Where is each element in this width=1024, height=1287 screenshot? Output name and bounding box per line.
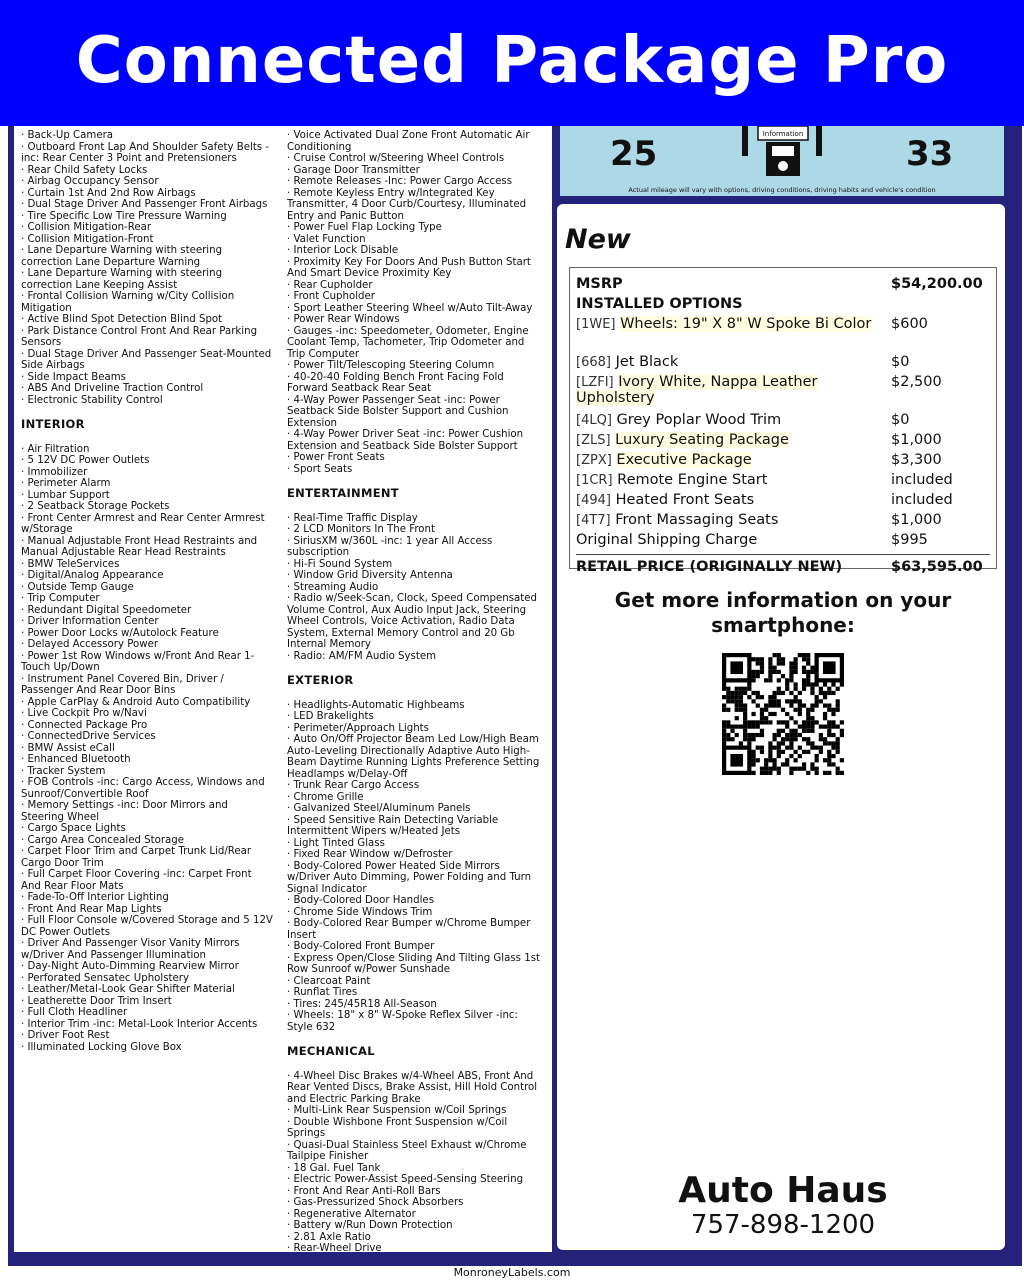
feature-item: · Chrome Side Windows Trim <box>287 906 433 918</box>
mpg-city: 25 <box>610 134 658 174</box>
feature-item: · Leather/Metal-Look Gear Shifter Material <box>21 984 235 995</box>
price-box <box>569 267 997 575</box>
feature-item: · Electronic Stability Control <box>21 394 163 406</box>
feature-item: · Sport Leather Steering Wheel w/Auto Tilt-Away <box>287 302 533 314</box>
feature-item: · Leatherette Door Trim Insert <box>21 995 172 1007</box>
feature-item: · 4-Way Power Driver Seat -inc: Power Cushion Extension and Seatback Side Bolster Support <box>287 429 524 452</box>
option-row <box>576 432 990 452</box>
feature-item: · Day-Night Auto-Dimming Rearview Mirror <box>21 961 239 972</box>
option-price: included <box>891 492 953 508</box>
feature-item: · Instrument Panel Covered Bin, Driver / Passenger And Rear Door Bins <box>21 673 224 696</box>
feature-item: · LED Brakelights <box>287 711 374 722</box>
feature-item: · Body-Colored Front Bumper <box>287 941 435 952</box>
interior-header: INTERIOR <box>21 417 85 431</box>
feature-item: · Trip Computer <box>21 593 100 604</box>
feature-item: · Dual Stage Driver And Passenger Seat-Mounted Side Airbags <box>21 348 272 371</box>
feature-item: · Remote Keyless Entry w/Integrated Key Transmitter, 4 Door Curb/Courtesy, Illuminated Entry and Panic Button <box>287 187 527 222</box>
banner-title: Connected Package Pro <box>75 24 949 98</box>
exterior-header: EXTERIOR <box>287 673 354 687</box>
feature-item: · Cruise Control w/Steering Wheel Controls <box>287 153 505 164</box>
feature-item: · Cargo Space Lights <box>21 823 126 834</box>
feature-item: · Front And Rear Anti-Roll Bars <box>287 1185 441 1197</box>
feature-item: · Power Tilt/Telescoping Steering Column <box>287 360 495 371</box>
feature-item: · Perimeter Alarm <box>21 478 111 489</box>
banner <box>0 0 1024 126</box>
feature-item: · Power 1st Row Windows w/Front And Rear 1-Touch Up/Down <box>21 650 255 673</box>
feature-item: · 5 12V DC Power Outlets <box>21 455 150 466</box>
feature-item: · Cargo Area Concealed Storage <box>21 834 185 846</box>
feature-item: · Frontal Collision Warning w/City Collision Mitigation <box>21 291 235 314</box>
feature-item: · Air Filtration <box>21 443 90 455</box>
feature-item: · Fixed Rear Window w/Defroster <box>287 849 453 860</box>
feature-item: · Express Open/Close Sliding And Tilting Glass 1st Row Sunroof w/Power Sunshade <box>287 952 541 975</box>
option-name: Front Massaging Seats <box>615 512 779 528</box>
feature-item: · 2 Seatback Storage Pockets <box>21 501 170 512</box>
pump-label: Information <box>762 130 804 138</box>
feature-item: · Light Tinted Glass <box>287 837 385 849</box>
feature-item: · Fade-To-Off Interior Lighting <box>21 892 169 903</box>
mechanical-header: MECHANICAL <box>287 1044 375 1058</box>
shipping-row <box>576 532 990 552</box>
option-price: $3,300 <box>891 452 942 468</box>
feature-item: · Driver Foot Rest <box>21 1030 110 1041</box>
feature-item: · Driver And Passenger Visor Vanity Mirrors w/Driver And Passenger Illumination <box>21 938 240 961</box>
feature-item: · 4-Way Power Passenger Seat -inc: Power Seatback Side Bolster Support and Cushion Extension <box>287 394 509 429</box>
option-code: [494] <box>576 493 611 508</box>
installed-options-label: INSTALLED OPTIONS <box>576 296 743 312</box>
feature-item: · Power Fuel Flap Locking Type <box>287 222 442 233</box>
feature-item: · Clearcoat Paint <box>287 975 371 987</box>
option-name: Luxury Seating Package <box>615 432 789 448</box>
feature-item: · SiriusXM w/360L -inc: 1 year All Access subscription <box>287 535 493 558</box>
feature-item: · Active Blind Spot Detection Blind Spot <box>21 314 223 325</box>
pricing-panel <box>557 204 1005 1250</box>
option-code: [4LQ] <box>576 413 612 428</box>
feature-item: · Lumbar Support <box>21 489 110 501</box>
feature-item: · Valet Function <box>287 233 366 245</box>
retail-value: $63,595.00 <box>891 559 983 575</box>
feature-item: · Double Wishbone Front Suspension w/Coil Springs <box>287 1116 508 1139</box>
feature-item: · Trunk Rear Cargo Access <box>287 780 420 791</box>
option-code: [668] <box>576 355 611 370</box>
feature-item: · Full Carpet Floor Covering -inc: Carpet Front And Rear Floor Mats <box>21 869 252 892</box>
feature-item: · Carpet Floor Trim and Carpet Trunk Lid/Rear Cargo Door Trim <box>21 846 252 869</box>
feature-item: · Lane Departure Warning with steering correction Lane Keeping Assist <box>21 268 223 291</box>
option-row <box>576 452 990 472</box>
feature-item: · Remote Releases -Inc: Power Cargo Access <box>287 176 512 187</box>
entertainment-list <box>287 513 545 663</box>
feature-item: · Headlights-Automatic Highbeams <box>287 699 465 711</box>
feature-item: · Multi-Link Rear Suspension w/Coil Springs <box>287 1105 507 1116</box>
mechanical-list <box>287 1071 545 1255</box>
feature-item: · Radio: AM/FM Audio System <box>287 650 437 662</box>
features-column-1 <box>21 130 273 1053</box>
get-info-heading: Get more information on your smartphone: <box>614 588 952 637</box>
feature-item: · FOB Controls -inc: Cargo Access, Windows and Sunroof/Convertible Roof <box>21 777 265 800</box>
feature-item: · Front And Rear Map Lights <box>21 903 162 915</box>
feature-item: · Gas-Pressurized Shock Absorbers <box>287 1197 464 1208</box>
mpg-highway: 33 <box>906 134 954 174</box>
feature-item: · Sport Seats <box>287 463 353 475</box>
option-code: [LZFI] <box>576 375 614 390</box>
feature-item: · Regenerative Alternator <box>287 1208 416 1220</box>
option-code: [ZLS] <box>576 433 611 448</box>
feature-item: · Electric Power-Assist Speed-Sensing Steering <box>287 1174 524 1185</box>
option-price: $0 <box>891 354 910 370</box>
feature-item: · Interior Lock Disable <box>287 245 399 256</box>
feature-item: · Auto On/Off Projector Beam Led Low/High Beam Auto-Leveling Directionally Adaptive Auto High-Beam Daytime Running Lights Preference Setting Headlamps w/Delay-Off <box>287 734 540 780</box>
feature-item: · Collision Mitigation-Front <box>21 233 154 245</box>
retail-label: RETAIL PRICE (ORIGINALLY NEW) <box>576 559 843 575</box>
feature-item: · Memory Settings -inc: Door Mirrors and Steering Wheel <box>21 800 228 823</box>
feature-item: · Full Floor Console w/Covered Storage and 5 12V DC Power Outlets <box>21 915 273 938</box>
option-row <box>576 492 990 512</box>
feature-item: · BMW TeleServices <box>21 558 120 570</box>
feature-item: · Tracker System <box>21 765 106 777</box>
feature-item: · Lane Departure Warning with steering correction Lane Departure Warning <box>21 245 223 268</box>
shipping-value: $995 <box>891 532 928 548</box>
feature-item: · Rear-Wheel Drive <box>287 1243 382 1254</box>
option-row <box>576 354 990 374</box>
interior-list <box>21 444 273 1054</box>
option-row <box>576 472 990 492</box>
feature-item: · Outside Temp Gauge <box>21 581 134 593</box>
msrp-value: $54,200.00 <box>891 276 983 292</box>
dealer-phone: 757-898-1200 <box>690 1210 876 1240</box>
feature-item: · 40-20-40 Folding Bench Front Facing Fold Forward Seatback Rear Seat <box>287 371 504 394</box>
comfort-list <box>287 130 545 475</box>
fuel-pump-icon <box>736 126 828 178</box>
feature-item: · Perimeter/Approach Lights <box>287 722 429 734</box>
feature-item: · Interior Trim -inc: Metal-Look Interior Accents <box>21 1018 258 1030</box>
entertainment-header: ENTERTAINMENT <box>287 486 399 500</box>
feature-item: · Rear Cupholder <box>287 279 373 291</box>
feature-item: · 4-Wheel Disc Brakes w/4-Wheel ABS, Front And Rear Vented Discs, Brake Assist, Hill Hold Control and Electric Parking Brake <box>287 1070 538 1105</box>
safety-list <box>21 130 273 406</box>
option-code: [ZPX] <box>576 453 612 468</box>
option-name: Grey Poplar Wood Trim <box>616 412 782 428</box>
retail-row <box>576 559 990 579</box>
feature-item: · Rear Child Safety Locks <box>21 164 148 176</box>
feature-item: · Gauges -inc: Speedometer, Odometer, Engine Coolant Temp, Tachometer, Trip Odometer and Trip Computer <box>287 325 529 360</box>
feature-item: · Quasi-Dual Stainless Steel Exhaust w/Chrome Tailpipe Finisher <box>287 1139 527 1162</box>
feature-item: · Enhanced Bluetooth <box>21 754 131 765</box>
feature-item: · Connected Package Pro <box>21 719 148 731</box>
feature-item: · Chrome Grille <box>287 791 364 803</box>
option-name: Remote Engine Start <box>617 472 768 488</box>
feature-item: · Power Door Locks w/Autolock Feature <box>21 627 219 639</box>
feature-item: · Delayed Accessory Power <box>21 639 159 650</box>
option-price: $1,000 <box>891 512 942 528</box>
feature-item: · Airbag Occupancy Sensor <box>21 176 159 187</box>
qr-code-icon[interactable] <box>722 653 844 775</box>
feature-item: · Garage Door Transmitter <box>287 164 420 176</box>
feature-item: · Battery w/Run Down Protection <box>287 1220 453 1231</box>
option-row <box>576 374 990 412</box>
shipping-label: Original Shipping Charge <box>576 532 758 548</box>
feature-item: · Immobilizer <box>21 466 88 478</box>
feature-item: · 18 Gal. Fuel Tank <box>287 1162 381 1174</box>
feature-item: · Window Grid Diversity Antenna <box>287 570 453 581</box>
feature-item: · Park Distance Control Front And Rear Parking Sensors <box>21 325 258 348</box>
options-list <box>576 316 990 532</box>
dealer-name: Auto Haus <box>678 1170 888 1211</box>
option-name: Ivory White, Nappa Leather Upholstery <box>576 374 818 406</box>
feature-item: · 2.81 Axle Ratio <box>287 1231 371 1243</box>
feature-item: · Streaming Audio <box>287 581 379 593</box>
feature-item: · Runflat Tires <box>287 987 358 998</box>
option-row <box>576 316 990 354</box>
feature-item: · Manual Adjustable Front Head Restraints and Manual Adjustable Rear Head Restraints <box>21 535 258 558</box>
feature-item: · Redundant Digital Speedometer <box>21 604 192 616</box>
feature-item: · Dual Stage Driver And Passenger Front Airbags <box>21 199 268 210</box>
option-code: [4T7] <box>576 513 611 528</box>
feature-item: · Digital/Analog Appearance <box>21 570 164 581</box>
option-name: Executive Package <box>616 452 752 468</box>
feature-item: · 2 LCD Monitors In The Front <box>287 524 435 535</box>
feature-item: · Driver Information Center <box>21 616 159 627</box>
feature-item: · Front Cupholder <box>287 291 375 302</box>
option-price: $2,500 <box>891 374 942 390</box>
feature-item: · Real-Time Traffic Display <box>287 512 418 524</box>
feature-item: · Body-Colored Power Heated Side Mirrors w/Driver Auto Dimming, Power Folding and Turn Signal Indicator <box>287 860 532 895</box>
feature-item: · Wheels: 18" x 8" W-Spoke Reflex Silver -inc: Style 632 <box>287 1010 518 1033</box>
feature-item: · ConnectedDrive Services <box>21 731 156 742</box>
option-name: Jet Black <box>615 354 679 370</box>
feature-item: · Full Cloth Headliner <box>21 1007 128 1018</box>
feature-item: · BMW Assist eCall <box>21 742 115 754</box>
feature-item: · Speed Sensitive Rain Detecting Variable Intermittent Wipers w/Heated Jets <box>287 814 499 837</box>
feature-item: · Curtain 1st And 2nd Row Airbags <box>21 187 196 199</box>
feature-item: · Voice Activated Dual Zone Front Automatic Air Conditioning <box>287 130 530 153</box>
feature-item: · Galvanized Steel/Aluminum Panels <box>287 803 471 814</box>
msrp-row <box>576 276 990 296</box>
option-code: [1CR] <box>576 473 613 488</box>
feature-item: · Power Front Seats <box>287 452 385 463</box>
feature-item: · Apple CarPlay & Android Auto Compatibility <box>21 696 251 708</box>
option-price: $0 <box>891 412 910 428</box>
feature-item: · Side Impact Beams <box>21 371 126 383</box>
features-column-2 <box>287 130 545 1255</box>
option-name: Wheels: 19" X 8" W Spoke Bi Color <box>620 316 872 332</box>
feature-item: · Hi-Fi Sound System <box>287 558 393 570</box>
feature-item: · Live Cockpit Pro w/Navi <box>21 708 147 719</box>
fuel-economy-box <box>560 126 1004 196</box>
option-name: Heated Front Seats <box>615 492 755 508</box>
installed-options-row <box>576 296 990 316</box>
divider <box>576 554 990 555</box>
option-row <box>576 512 990 532</box>
feature-item: · Body-Colored Rear Bumper w/Chrome Bumper Insert <box>287 918 531 941</box>
feature-item: · Tire Specific Low Tire Pressure Warning <box>21 210 227 222</box>
condition-label: New <box>565 224 631 255</box>
option-code: [1WE] <box>576 317 616 332</box>
msrp-label: MSRP <box>576 276 623 292</box>
feature-item: · ABS And Driveline Traction Control <box>21 383 204 394</box>
feature-item: · Perforated Sensatec Upholstery <box>21 972 190 984</box>
option-price: $600 <box>891 316 928 332</box>
feature-item: · Power Rear Windows <box>287 314 400 325</box>
feature-item: · Tires: 245/45R18 All-Season <box>287 998 437 1010</box>
exterior-list <box>287 700 545 1034</box>
footer-link[interactable]: MonroneyLabels.com <box>453 1266 571 1279</box>
option-row <box>576 412 990 432</box>
option-price: $1,000 <box>891 432 942 448</box>
feature-item: · Front Center Armrest and Rear Center Armrest w/Storage <box>21 512 265 535</box>
mpg-note: Actual mileage will vary with options, driving conditions, driving habits and vehicle's condition <box>628 186 936 194</box>
feature-item: · Illuminated Locking Glove Box <box>21 1041 182 1053</box>
feature-item: · Body-Colored Door Handles <box>287 895 435 906</box>
feature-item: · Outboard Front Lap And Shoulder Safety Belts -inc: Rear Center 3 Point and Pretensioners <box>21 141 270 164</box>
feature-item: · Back-Up Camera <box>21 130 114 141</box>
option-price: included <box>891 472 953 488</box>
feature-item: · Collision Mitigation-Rear <box>21 222 152 233</box>
feature-item: · Radio w/Seek-Scan, Clock, Speed Compensated Volume Control, Aux Audio Input Jack, Steering Wheel Controls, Voice Activation, Radio Data System, External Memory Control and 20 Gb Internal Memory <box>287 593 537 650</box>
feature-item: · Proximity Key For Doors And Push Button Start And Smart Device Proximity Key <box>287 256 531 279</box>
